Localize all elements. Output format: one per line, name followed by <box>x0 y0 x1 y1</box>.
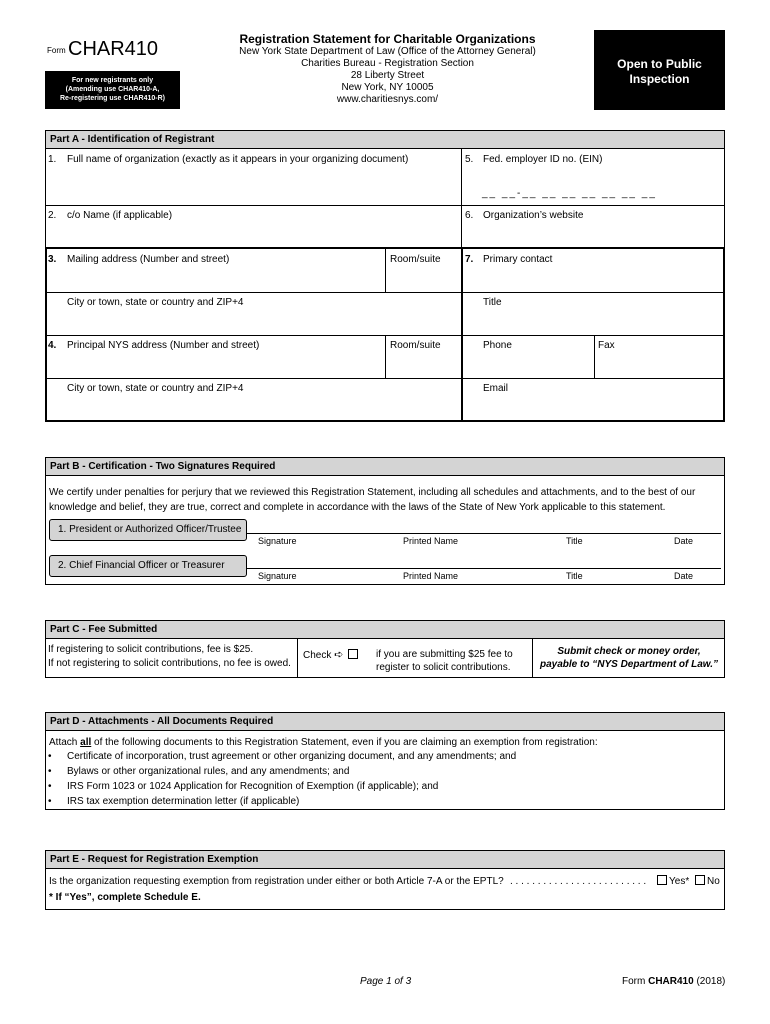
part-c-heading: Part C - Fee Submitted <box>45 620 725 639</box>
field5-num: 5. <box>465 154 474 165</box>
part-a-bottom-edge <box>45 420 725 422</box>
signer1-col-name: Printed Name <box>403 536 459 546</box>
exemption-no <box>693 875 720 887</box>
form-title: Registration Statement for Charitable Organizations <box>239 32 536 46</box>
part-c-col-sep <box>297 638 298 678</box>
field6-num: 6. <box>465 210 474 221</box>
field3-city-label[interactable]: City or town, state or country and ZIP+4 <box>67 297 244 308</box>
attachment-item: IRS tax exemption determination letter (if applicable) <box>67 796 300 807</box>
new-registrants-line3: Re-registering use CHAR410-R) <box>59 95 166 102</box>
arrow-right-icon: ➪ <box>334 649 344 661</box>
form-prefix: Form <box>47 46 66 55</box>
payable-note <box>533 645 725 671</box>
intro-pre: Attach <box>49 737 81 748</box>
fax-label[interactable]: Fax <box>598 340 615 351</box>
footer-form-id <box>622 976 725 987</box>
bullet-glyph: • <box>48 751 52 762</box>
field3-label[interactable]: Mailing address (Number and street) <box>67 254 230 265</box>
form-id-box <box>45 30 180 70</box>
exemption-note: * If “Yes”, complete Schedule E. <box>49 892 201 903</box>
intro-emph: all <box>80 737 92 748</box>
footer-form-code: CHAR410 <box>648 976 694 987</box>
footer-year: (2018) <box>693 976 726 987</box>
agency-line3: 28 Liberty Street <box>350 70 425 81</box>
signer2-col-signature: Signature <box>258 571 297 581</box>
exemption-leader: . . . . . . . . . . . . . . . . . . . . . . . . . <box>510 876 647 887</box>
field1-num: 1. <box>48 154 57 165</box>
part-a-right-edge <box>723 247 725 422</box>
attachments-intro <box>49 737 598 748</box>
attachment-item: IRS Form 1023 or 1024 Application for Recognition of Exemption (if applicable); and <box>67 781 439 792</box>
field3-num: 3. <box>48 254 57 265</box>
yes-checkbox[interactable] <box>657 875 667 885</box>
check-word: Check <box>303 650 332 661</box>
field2-num: 2. <box>48 210 57 221</box>
new-registrants-line1: For new registrants only <box>71 77 154 84</box>
part-d-heading: Part D - Attachments - All Documents Required <box>45 712 725 731</box>
fee-line2: If not registering to solicit contributions, no fee is owed. <box>48 658 291 669</box>
field1-label[interactable]: Full name of organization (exactly as it appears in your organizing document) <box>67 154 409 165</box>
public-inspection-badge <box>594 30 725 110</box>
part-e-table <box>45 868 725 910</box>
footer-form-prefix: Form <box>622 976 649 987</box>
signer1-col-title: Title <box>566 536 583 546</box>
phone-label[interactable]: Phone <box>483 340 512 351</box>
field4-label[interactable]: Principal NYS address (Number and street) <box>67 340 260 351</box>
cert-line1: We certify under penalties for perjury that we reviewed this Registration Statement, including all schedules and attachments, and to the best of our <box>49 487 696 498</box>
part-a-left-edge <box>45 247 47 422</box>
signer1-tab: 1. President or Authorized Officer/Trustee <box>49 519 247 541</box>
field4-city-label[interactable]: City or town, state or country and ZIP+4 <box>67 383 244 394</box>
new-registrants-line2: (Amending use CHAR410-A, <box>65 86 160 93</box>
agency-line1: New York State Department of Law (Office of the Attorney General) <box>239 46 536 57</box>
signer2-signature-line[interactable] <box>247 568 721 569</box>
signer2-tab: 2. Chief Financial Officer or Treasurer <box>49 555 247 577</box>
part-a-col-sep <box>594 335 595 378</box>
bullet-glyph: • <box>48 796 52 807</box>
certification-text <box>49 485 721 515</box>
fee-checkbox[interactable] <box>348 649 358 659</box>
field6-label[interactable]: Organization’s website <box>483 210 584 221</box>
signer2-col-date: Date <box>674 571 694 581</box>
field5-label[interactable]: Fed. employer ID no. (EIN) <box>483 154 603 165</box>
part-a-col-sep <box>385 335 386 378</box>
part-a-row-sep <box>45 292 725 293</box>
email-label[interactable]: Email <box>483 383 509 394</box>
cert-line2: knowledge and belief, they are true, correct and complete in accordance with the laws of the State of New York applicable to this statement. <box>49 502 666 513</box>
field2-label[interactable]: c/o Name (if applicable) <box>67 210 173 221</box>
check-note-line1: if you are submitting $25 fee to <box>376 649 513 660</box>
public-line1: Open to Public <box>617 57 702 71</box>
bullet-glyph: • <box>48 766 52 777</box>
part-a-row-sep <box>45 205 725 206</box>
bullet-glyph: • <box>48 781 52 792</box>
header-center <box>190 32 585 106</box>
field4-room-label[interactable]: Room/suite <box>390 340 441 351</box>
part-e-heading: Part E - Request for Registration Exemption <box>45 850 725 869</box>
no-checkbox[interactable] <box>695 875 705 885</box>
agency-line2: Charities Bureau - Registration Section <box>301 58 474 69</box>
field7-label[interactable]: Primary contact <box>483 254 553 265</box>
attachment-item: Certificate of incorporation, trust agreement or other organizing document, and any amendments; and <box>67 751 517 762</box>
no-label: No <box>707 876 720 887</box>
ein-mask[interactable]: __ __-__ __ __ __ __ __ __ <box>482 188 657 199</box>
page-number: Page 1 of 3 <box>360 976 412 987</box>
signer2-col-title: Title <box>566 571 583 581</box>
public-line2: Inspection <box>629 72 690 86</box>
payable-line1: Submit check or money order, <box>557 646 701 657</box>
part-b-heading: Part B - Certification - Two Signatures Required <box>45 457 725 476</box>
exemption-yes <box>655 875 689 887</box>
part-a-col-sep <box>385 248 386 292</box>
part-a-heading: Part A - Identification of Registrant <box>45 130 725 149</box>
form-id: CHAR410 <box>68 38 159 60</box>
field7-num: 7. <box>465 254 474 265</box>
signer1-col-date: Date <box>674 536 694 546</box>
contact-title-label[interactable]: Title <box>483 297 502 308</box>
field4-num: 4. <box>48 340 57 351</box>
attachment-item: Bylaws or other organizational rules, and any amendments; and <box>67 766 350 777</box>
part-a-col-sep <box>461 247 463 422</box>
part-a-row-sep <box>45 378 725 379</box>
agency-line4: New York, NY 10005 <box>341 82 434 93</box>
check-label <box>303 648 360 661</box>
fee-line1: If registering to solicit contributions, fee is $25. <box>48 644 254 655</box>
signer1-signature-line[interactable] <box>247 533 721 534</box>
signer1-col-signature: Signature <box>258 536 297 546</box>
signer2-col-name: Printed Name <box>403 571 459 581</box>
intro-post: of the following documents to this Registration Statement, even if you are claiming an exemption from registration: <box>91 737 598 748</box>
field3-room-label[interactable]: Room/suite <box>390 254 441 265</box>
payable-line2: payable to “NYS Department of Law.” <box>540 659 718 670</box>
agency-line5: www.charitiesnys.com/ <box>336 94 439 105</box>
part-a-col-sep <box>461 148 462 248</box>
new-registrants-note <box>45 71 180 109</box>
check-note-line2: register to solicit contributions. <box>376 662 511 673</box>
exemption-question: Is the organization requesting exemption from registration under either or both Article 7-A or the EPTL? <box>49 876 504 887</box>
yes-label: Yes* <box>669 876 690 887</box>
